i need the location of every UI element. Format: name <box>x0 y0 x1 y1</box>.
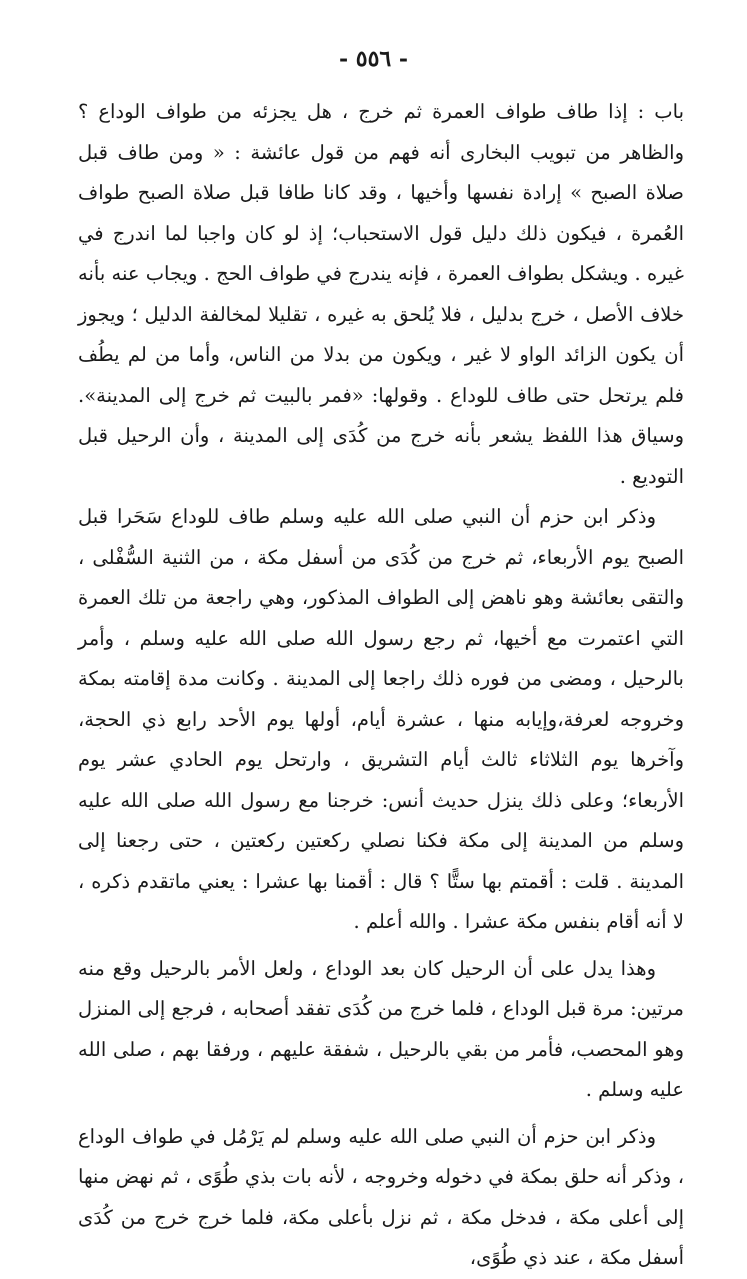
paragraph-1: باب : إذا طاف طواف العمرة ثم خرج ، هل يجزئه من طواف الوداع ؟ والظاهر من تبويب البخارى أنه فهم من قول عائشة : « ومن طاف قبل صلاة الصبح » إرادة نفسها وأخيها ، وقد كانا طافا قبل صلاة الصبح طواف العُمرة ، فيكون ذلك دليل قول الاستحباب؛ إذ لو كان واجبا لما اندرج في غيره . ويشكل بطواف العمرة ، فإنه يندرج في طواف الحج . ويجاب عنه بأنه خلاف الأصل ، خرج بدليل ، فلا يُلحق به غيره ، تقليلا لمخالفة الدليل ؛ ويجوز أن يكون الزائد الواو لا غير ، ويكون من بدلا من الناس، وأما من لم يطُف فلم يرتحل حتى طاف للوداع . وقولها: «فمر بالبيت ثم خرج إلى المدينة». وسياق هذا اللفظ يشعر بأنه خرج من كُدَى إلى المدينة ، وأن الرحيل قبل التوديع . <box>78 100 684 488</box>
paragraph-2: وذكر ابن حزم أن النبي صلى الله عليه وسلم طاف للوداع سَحَرا قبل الصبح يوم الأربعاء، ثم خرج من كُدَى من أسفل مكة ، من الثنية السُّفْلى ، والتقى بعائشة وهو ناهض إلى الطواف المذكور، وهي راجعة من تلك العمرة التي اعتمرت مع أخيها، ثم رجع رسول الله صلى الله عليه وسلم ، وأمر بالرحيل ، ومضى من فوره ذلك راجعا إلى المدينة . وكانت مدة إقامته بمكة وخروجه لعرفة،وإيابه منها ، عشرة أيام، أولها يوم الأحد رابع ذي الحجة، وآخرها يوم الثلاثاء ثالث أيام التشريق ، وارتحل يوم الحادي عشر يوم الأربعاء؛ وعلى ذلك ينزل حديث أنس: خرجنا مع رسول الله صلى الله عليه وسلم من المدينة إلى مكة فكنا نصلي ركعتين ركعتين ، حتى رجعنا إلى المدينة . قلت : أقمتم بها ستًّا ؟ قال : أقمنا بها عشرا : يعني ماتقدم ذكره ، لا أنه أقام بنفس مكة عشرا . والله أعلم . <box>78 505 684 933</box>
main-text <box>78 92 684 1279</box>
page-number: - ٥٥٦ - <box>338 46 409 72</box>
paragraph-4: وذكر ابن حزم أن النبي صلى الله عليه وسلم لم يَرْمُل في طواف الوداع ، وذكر أنه حلق بمكة في دخوله وخروجه ، لأنه بات بذي طُوًى ، ثم نهض منها إلى أعلى مكة ، فدخل مكة ، ثم نزل بأعلى مكة، فلما خرج خرج من كُدَى أسفل مكة ، عند ذي طُوًى، <box>78 1124 684 1269</box>
paragraph-3: وهذا يدل على أن الرحيل كان بعد الوداع ، ولعل الأمر بالرحيل وقع منه مرتين: مرة قبل الوداع ، فلما خرج من كُدَى تفقد أصحابه ، فرجع إلى المنزل وهو المحصب، فأمر من بقي بالرحيل ، شفقة عليهم ، ورفقا بهم ، صلى الله عليه وسلم . <box>78 956 684 1101</box>
